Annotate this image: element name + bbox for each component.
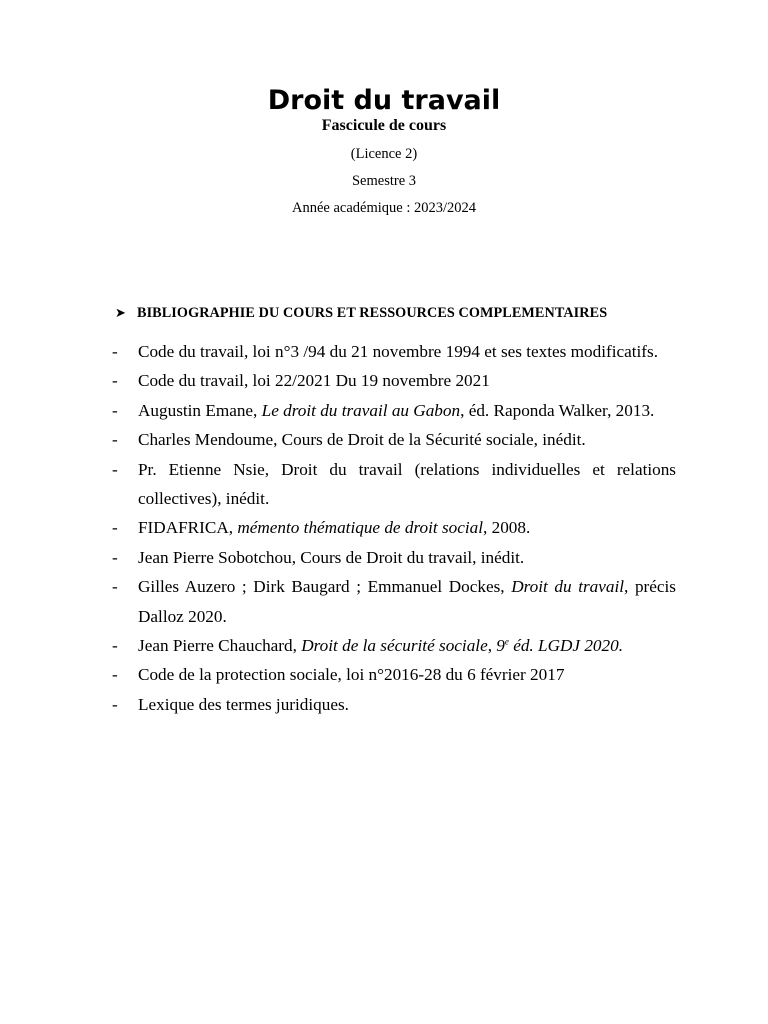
bibliography-entry-author: Gilles Auzero ; Dirk Baugard ; Emmanuel Dockes, [138,577,512,597]
list-item [112,543,676,572]
bibliography-entry-publisher: éd. LGDJ 2020. [508,636,623,656]
list-item [112,690,676,719]
bibliography-entry-publisher: , éd. Raponda Walker, 2013. [460,400,655,420]
list-dash: - [112,400,118,420]
bibliography-entry-separator: , [487,636,497,656]
list-item [112,660,676,689]
list-item [112,396,676,425]
list-dash: - [112,694,118,714]
semester-label: Semestre 3 [351,173,417,189]
bibliography-entry: Charles Mendoume, Cours de Droit de la Sécurité sociale, inédit. [138,430,586,450]
list-item [112,337,676,366]
level-label: (Licence 2) [350,146,418,162]
list-dash: - [112,665,118,685]
bibliography-entry-title: Le droit du travail au Gabon [261,400,461,420]
list-item [112,631,676,660]
list-dash: - [112,547,118,567]
bibliography-entry-superscript: e [504,636,509,647]
list-dash: - [112,342,118,361]
bibliography-entry-author: FIDAFRICA, [138,518,238,538]
bibliography-entry: Pr. Etienne Nsie, Droit du travail (relations individuelles et relations collectives), inédit. [138,459,676,509]
list-item [112,425,676,454]
bibliography-entry-author: Jean Pierre Chauchard, [138,636,302,656]
bibliography-entry-publisher: , 2008. [483,518,531,538]
bibliography-entry-title: Droit du travail [511,577,625,597]
academic-year-label: Année académique : 2023/2024 [291,200,476,216]
list-dash: - [112,459,118,479]
bibliography-entry: Code du travail, loi 22/2021 Du 19 novembre 2021 [138,371,490,391]
bibliography-entry: Jean Pierre Sobotchou, Cours de Droit du travail, inédit. [138,547,525,567]
list-dash: - [112,430,118,450]
document-title: Droit du travail [267,85,501,116]
bibliography-entry-title: mémento thématique de droit social [237,518,483,538]
bibliography-heading [115,304,715,323]
bibliography-entry: Code de la protection sociale, loi n°2016-28 du 6 février 2017 [138,665,565,685]
bibliography-entry-title: Droit de la sécurité sociale [301,636,488,656]
list-dash: - [112,636,118,656]
list-dash: - [112,577,118,597]
list-item [112,513,676,542]
bibliography-entry: Lexique des termes juridiques. [138,694,349,714]
bibliography-entry: Code du travail, loi n°3 /94 du 21 novembre 1994 et ses textes modificatifs. [138,342,659,361]
list-dash: - [112,371,118,391]
bibliography-heading-text: BIBLIOGRAPHIE DU COURS ET RESSOURCES COMPLEMENTAIRES [137,305,608,321]
bibliography-list [112,337,676,719]
list-item [112,572,676,631]
document-subtitle: Fascicule de cours [321,117,447,134]
bibliography-entry-author: Augustin Emane, [138,400,262,420]
bibliography-entry-edition: 9 [496,636,505,656]
bibliography-entry-publisher: , précis Dalloz 2020. [138,577,676,626]
list-item [112,366,676,395]
arrow-bullet-icon: ➤ [115,306,126,321]
list-item [112,455,676,514]
list-dash: - [112,518,118,538]
